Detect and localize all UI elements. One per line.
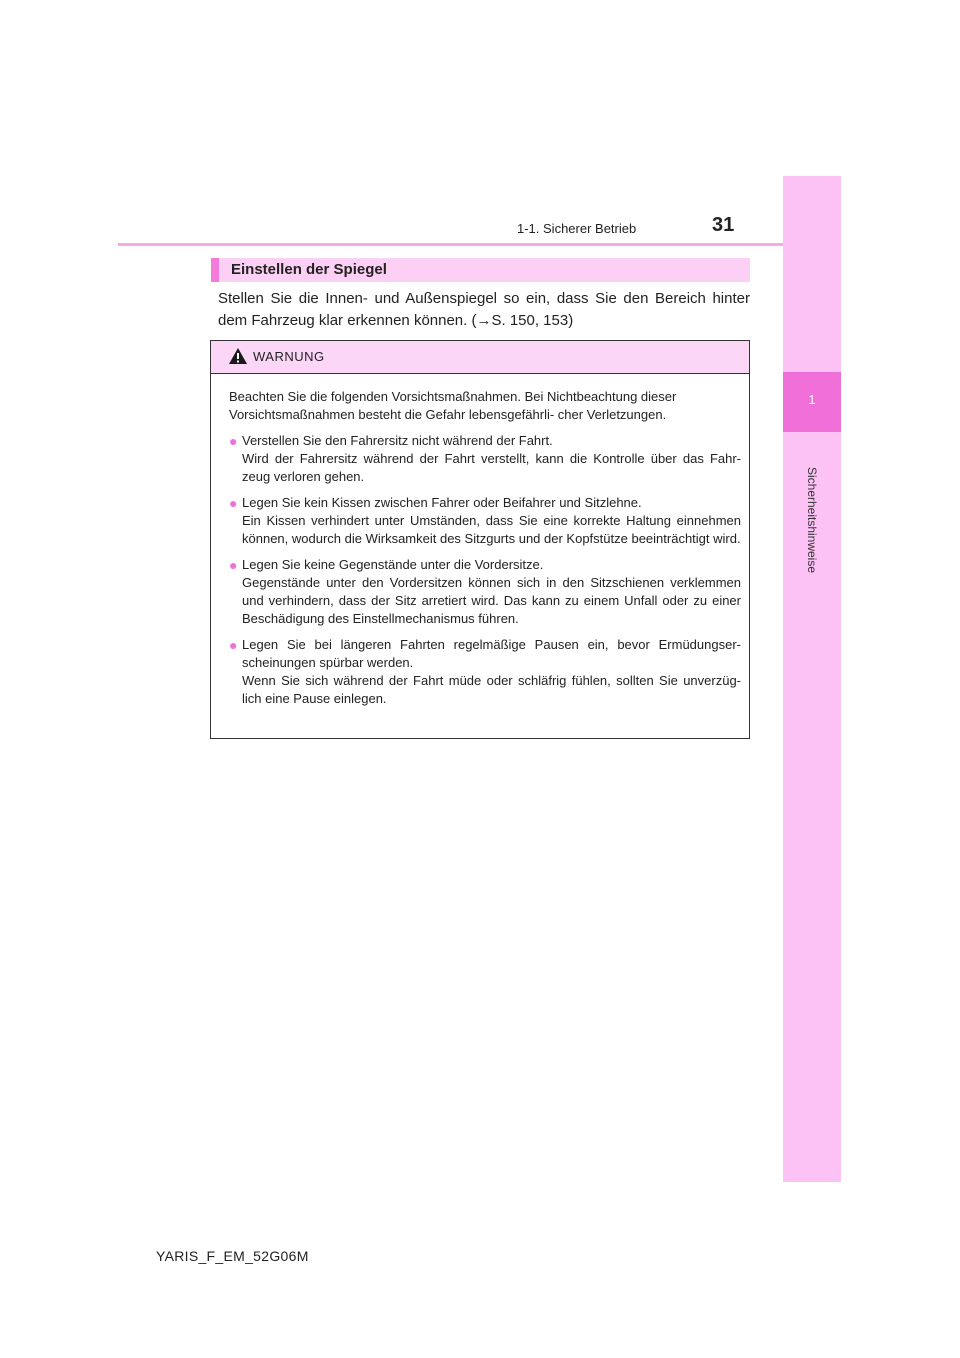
bullet-dot-icon: ● — [229, 637, 238, 653]
warning-item — [229, 494, 741, 548]
warning-item-text: Gegenstände unter den Vordersitzen können sich in den Sitzschienen verklemmen und verhindern, dass der Sitz arretiert wird. Das kann zu einem Unfall oder zu einer Beschädigung des Einstellmechanismus führen. — [242, 575, 741, 626]
warning-item-title: Legen Sie bei längeren Fahrten regelmäßige Pausen ein, bevor Ermüdungser- scheinungen spürbar werden. — [242, 637, 741, 670]
warning-item-text: Ein Kissen verhindert unter Umständen, dass Sie eine korrekte Haltung einnehmen können, wodurch die Wirksamkeit des Sitzgurts und der Kopfstütze beeinträchtigt wird. — [242, 513, 741, 546]
running-section-title: 1-1. Sicherer Betrieb — [517, 221, 637, 236]
section-heading-box — [211, 258, 750, 282]
document-code: YARIS_F_EM_52G06M — [156, 1248, 309, 1264]
warning-item-text: Wird der Fahrersitz während der Fahrt verstellt, kann die Kontrolle über das Fahr- zeug verloren gehen. — [242, 451, 741, 484]
section-intro: Stellen Sie die Innen- und Außenspiegel so ein, dass Sie den Bereich hinter dem Fahrzeug klar erkennen können. (→S. 150, 153) — [218, 290, 750, 329]
warning-item-text: Wenn Sie sich während der Fahrt müde oder schläfrig fühlen, sollten Sie unverzüg- lich eine Pause einlegen. — [242, 673, 741, 706]
bullet-dot-icon: ● — [229, 433, 238, 449]
warning-item-title: Legen Sie keine Gegenstände unter die Vordersitze. — [242, 557, 544, 572]
chapter-number: 1 — [783, 372, 841, 432]
warning-body — [211, 374, 749, 708]
warning-item — [229, 556, 741, 628]
bullet-dot-icon: ● — [229, 495, 238, 511]
warning-triangle-icon — [228, 347, 248, 365]
warning-item-title: Verstellen Sie den Fahrersitz nicht während der Fahrt. — [242, 433, 553, 448]
page-number: 31 — [712, 214, 735, 236]
bullet-dot-icon: ● — [229, 557, 238, 573]
warning-item — [229, 432, 741, 486]
section-heading: Einstellen der Spiegel — [231, 261, 387, 278]
warning-item — [229, 636, 741, 708]
chapter-title: Sicherheitshinweise — [805, 466, 819, 574]
warning-intro: Beachten Sie die folgenden Vorsichtsmaßnahmen. Bei Nichtbeachtung dieser Vorsichtsmaßnahmen besteht die Gefahr lebensgefährli- cher Verletzungen. — [229, 389, 677, 422]
warning-header — [211, 341, 749, 374]
header-divider — [118, 243, 783, 246]
warning-label: WARNUNG — [253, 349, 325, 364]
warning-box — [210, 340, 750, 739]
chapter-side-tab — [783, 176, 841, 1182]
warning-item-title: Legen Sie kein Kissen zwischen Fahrer oder Beifahrer und Sitzlehne. — [242, 495, 642, 510]
